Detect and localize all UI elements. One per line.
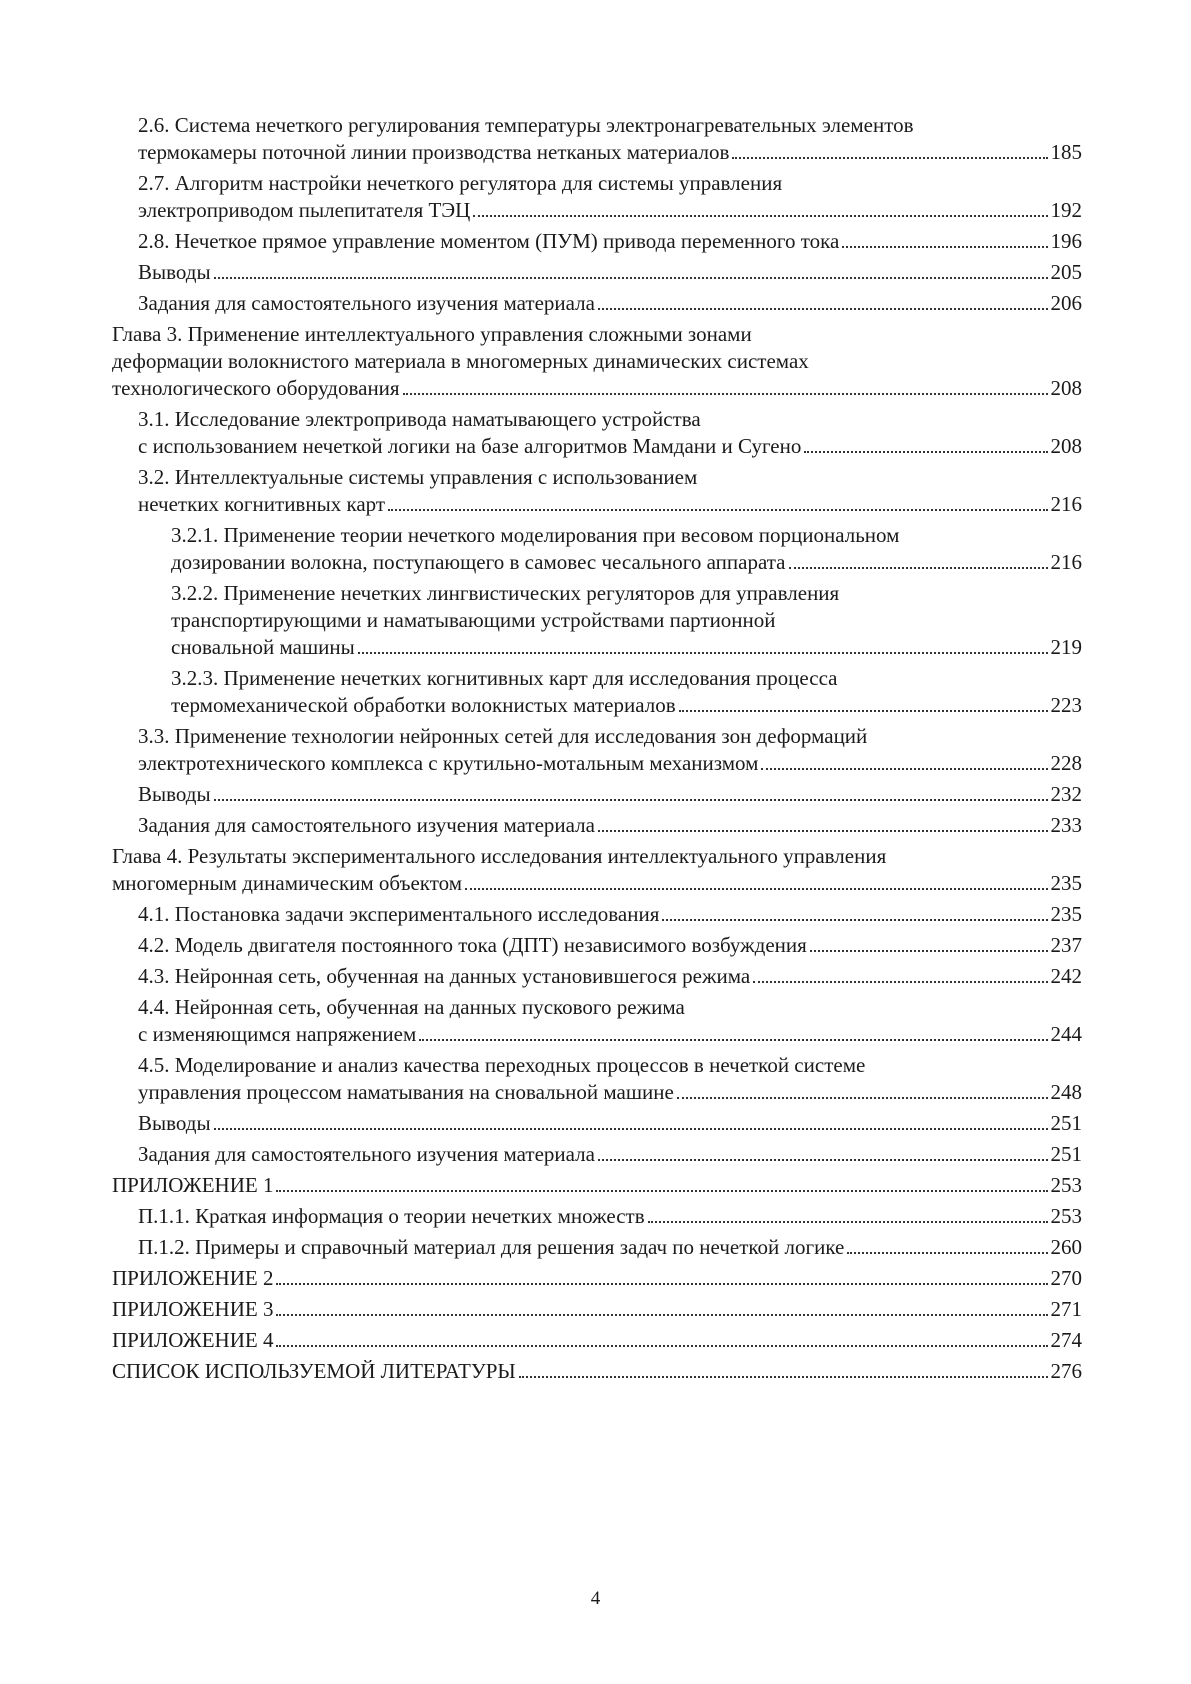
toc-entry-text: Задания для самостоятельного изучения материала [138, 813, 595, 837]
toc-entry[interactable] [112, 1110, 1082, 1137]
toc-entry-line [138, 1203, 1082, 1230]
dot-leader [732, 141, 1047, 159]
toc-entry[interactable] [112, 963, 1082, 990]
toc-entry-line [171, 522, 1082, 549]
toc-entry-text: 4.5. Моделирование и анализ качества переходных процессов в нечеткой системе [138, 1053, 866, 1077]
toc-entry[interactable] [112, 406, 1082, 460]
toc-page-number: 271 [1050, 1297, 1082, 1321]
toc-entry-text: 3.3. Применение технологии нейронных сетей для исследования зон деформаций [138, 724, 868, 748]
dot-leader [842, 230, 1047, 248]
toc-entry-text: 3.1. Исследование электропривода наматывающего устройства [138, 407, 701, 431]
toc-entry-line [138, 228, 1082, 255]
toc-page-number: 276 [1050, 1359, 1082, 1383]
toc-entry-line [138, 1052, 1082, 1079]
toc-entry[interactable] [112, 290, 1082, 317]
toc-entry-text: с использованием нечеткой логики на базе алгоритмов Мамдани и Сугено [138, 434, 802, 458]
toc-entry-line [112, 870, 1082, 897]
toc-entry-line [112, 1327, 1082, 1354]
toc-entry-text: 3.2.2. Применение нечетких лингвистических регуляторов для управления [171, 581, 840, 605]
toc-entry-text: ПРИЛОЖЕНИЕ 1 [112, 1173, 274, 1197]
toc-entry[interactable] [112, 665, 1082, 719]
toc-entry-text: электроприводом пылепитателя ТЭЦ [138, 198, 471, 222]
toc-entry-text: Выводы [138, 782, 211, 806]
toc-entry[interactable] [112, 259, 1082, 286]
toc-entry-line [138, 750, 1082, 777]
toc-entry-text: 3.2. Интеллектуальные системы управления с использованием [138, 465, 698, 489]
toc-entry-text: ПРИЛОЖЕНИЕ 2 [112, 1266, 274, 1290]
toc-entry[interactable] [112, 1203, 1082, 1230]
dot-leader [519, 1360, 1048, 1378]
toc-page-number: 253 [1050, 1173, 1082, 1197]
toc-entry-text: 2.8. Нечеткое прямое управление моментом (ПУМ) привода переменного тока [138, 229, 840, 253]
toc-page-number: 185 [1050, 140, 1082, 164]
toc-entry-text: деформации волокнистого материала в многомерных динамических системах [112, 349, 809, 373]
toc-entry-text: Задания для самостоятельного изучения материала [138, 291, 595, 315]
dot-leader [276, 1298, 1047, 1316]
toc-entry-line [138, 932, 1082, 959]
toc-entry-text: Глава 3. Применение интеллектуального управления сложными зонами [112, 322, 752, 346]
toc-entry[interactable] [112, 522, 1082, 576]
toc-entry-text: 2.6. Система нечеткого регулирования температуры электронагревательных элементов [138, 113, 914, 137]
dot-leader [598, 292, 1048, 310]
toc-entry-line [112, 843, 1082, 870]
toc-entry-text: 4.2. Модель двигателя постоянного тока (ДПТ) независимого возбуждения [138, 933, 807, 957]
toc-entry-text: 4.1. Постановка задачи экспериментального исследования [138, 902, 660, 926]
toc-entry-text: электротехнического комплекса с крутильно-мотальным механизмом [138, 751, 759, 775]
toc-page-number: 208 [1050, 376, 1082, 400]
toc-entry[interactable] [112, 228, 1082, 255]
toc-entry-text: Выводы [138, 260, 211, 284]
dot-leader [465, 872, 1048, 890]
toc-entry-line [138, 491, 1082, 518]
toc-page-number: 244 [1050, 1022, 1082, 1046]
toc-entry-line [138, 112, 1082, 139]
toc-entry-line [138, 197, 1082, 224]
toc-entry-text: дозировании волокна, поступающего в самовес чесального аппарата [171, 550, 786, 574]
toc-page-number: 206 [1050, 291, 1082, 315]
toc-entry-line [138, 812, 1082, 839]
toc-page-number: 216 [1050, 492, 1082, 516]
toc-page-number: 237 [1050, 933, 1082, 957]
toc-page-number: 233 [1050, 813, 1082, 837]
toc-entry[interactable] [112, 843, 1082, 897]
toc-entry-line [138, 901, 1082, 928]
toc-entry-line [138, 723, 1082, 750]
dot-leader [358, 636, 1048, 654]
dot-leader [473, 199, 1047, 217]
dot-leader [789, 551, 1048, 569]
toc-page-number: 251 [1050, 1142, 1082, 1166]
toc-entry[interactable] [112, 112, 1082, 166]
dot-leader [276, 1267, 1047, 1285]
toc-page-number: 228 [1050, 751, 1082, 775]
dot-leader [214, 261, 1048, 279]
toc-entry-text: Выводы [138, 1111, 211, 1135]
toc-page-number: 242 [1050, 964, 1082, 988]
toc-entry-line [112, 375, 1082, 402]
toc-entry-text: СПИСОК ИСПОЛЬЗУЕМОЙ ЛИТЕРАТУРЫ [112, 1359, 516, 1383]
toc-entry-text: управления процессом наматывания на сновальной машине [138, 1080, 674, 1104]
dot-leader [598, 1143, 1048, 1161]
toc-entry-line [112, 1265, 1082, 1292]
toc-entry[interactable] [112, 170, 1082, 224]
toc-entry-text: термокамеры поточной линии производства нетканых материалов [138, 140, 730, 164]
toc-entry-line [138, 1234, 1082, 1261]
toc-entry[interactable] [112, 901, 1082, 928]
toc-page-number: 219 [1050, 635, 1082, 659]
toc-entry-line [171, 665, 1082, 692]
toc-page-number: 248 [1050, 1080, 1082, 1104]
toc-page-number: 216 [1050, 550, 1082, 574]
dot-leader [804, 435, 1047, 453]
toc-entry-text: многомерным динамическим объектом [112, 871, 462, 895]
dot-leader [761, 752, 1047, 770]
toc-entry[interactable] [112, 580, 1082, 661]
toc-entry-line [112, 321, 1082, 348]
toc-page-number: 223 [1050, 693, 1082, 717]
toc-page-number: 260 [1050, 1235, 1082, 1259]
toc-entry[interactable] [112, 1172, 1082, 1199]
toc-entry-line [171, 580, 1082, 607]
toc-entry-text: нечетких когнитивных карт [138, 492, 386, 516]
toc-entry-line [112, 1172, 1082, 1199]
toc-entry-line [138, 464, 1082, 491]
toc-entry-line [112, 1358, 1082, 1385]
dot-leader [214, 1112, 1048, 1130]
toc-entry[interactable] [112, 1358, 1082, 1385]
toc-entry-text: П.1.2. Примеры и справочный материал для решения задач по нечеткой логике [138, 1235, 845, 1259]
dot-leader [598, 814, 1048, 832]
toc-page-number: 196 [1050, 229, 1082, 253]
page-number: 4 [590, 1588, 601, 1609]
toc-entry-text: Задания для самостоятельного изучения материала [138, 1142, 595, 1166]
toc-page-number: 251 [1050, 1111, 1082, 1135]
toc-entry-line [138, 1079, 1082, 1106]
toc-entry[interactable] [112, 1296, 1082, 1323]
toc-entry-line [171, 607, 1082, 634]
dot-leader [810, 934, 1048, 952]
toc-entry-line [171, 634, 1082, 661]
dot-leader [847, 1236, 1047, 1254]
toc-entry[interactable] [112, 1234, 1082, 1261]
dot-leader [677, 1081, 1048, 1099]
toc-entry-text: с изменяющимся напряжением [138, 1022, 417, 1046]
toc-entry[interactable] [112, 1141, 1082, 1168]
dot-leader [388, 493, 1047, 511]
toc-entry-text: ПРИЛОЖЕНИЕ 3 [112, 1297, 274, 1321]
dot-leader [403, 377, 1048, 395]
dot-leader [679, 694, 1048, 712]
toc-entry-line [138, 433, 1082, 460]
dot-leader [648, 1205, 1048, 1223]
toc-entry-line [138, 781, 1082, 808]
toc-entry-line [171, 549, 1082, 576]
toc-entry-line [138, 963, 1082, 990]
toc-entry[interactable] [112, 464, 1082, 518]
toc-entry-line [112, 1296, 1082, 1323]
toc-entry[interactable] [112, 781, 1082, 808]
dot-leader [276, 1329, 1047, 1347]
toc-entry-text: ПРИЛОЖЕНИЕ 4 [112, 1328, 274, 1352]
dot-leader [419, 1023, 1047, 1041]
toc-page-number: 253 [1050, 1204, 1082, 1228]
toc-entry[interactable] [112, 1052, 1082, 1106]
toc-entry-text: 4.3. Нейронная сеть, обученная на данных установившегося режима [138, 964, 751, 988]
toc-page-number: 235 [1050, 902, 1082, 926]
dot-leader [662, 903, 1047, 921]
toc-entry-text: технологического оборудования [112, 376, 400, 400]
toc-entry-text: термомеханической обработки волокнистых материалов [171, 693, 676, 717]
toc-page-number: 208 [1050, 434, 1082, 458]
toc-entry[interactable] [112, 812, 1082, 839]
toc-entry-text: 3.2.1. Применение теории нечеткого моделирования при весовом порциональном [171, 523, 900, 547]
toc-entry-text: 4.4. Нейронная сеть, обученная на данных пускового режима [138, 995, 685, 1019]
toc-entry[interactable] [112, 1327, 1082, 1354]
toc-entry-line [138, 259, 1082, 286]
toc-entry-line [138, 406, 1082, 433]
toc-entry-line [112, 348, 1082, 375]
dot-leader [276, 1174, 1047, 1192]
toc-page-number: 270 [1050, 1266, 1082, 1290]
toc-entry-line [138, 290, 1082, 317]
toc-entry-text: 3.2.3. Применение нечетких когнитивных карт для исследования процесса [171, 666, 838, 690]
toc-entry-line [138, 994, 1082, 1021]
toc-entry-text: Глава 4. Результаты экспериментального исследования интеллектуального управления [112, 844, 887, 868]
toc-entry-line [171, 692, 1082, 719]
toc-page-number: 235 [1050, 871, 1082, 895]
toc-entry[interactable] [112, 723, 1082, 777]
toc-entry-line [138, 1141, 1082, 1168]
toc-entry[interactable] [112, 1265, 1082, 1292]
dot-leader [214, 783, 1048, 801]
toc-page-number: 205 [1050, 260, 1082, 284]
toc-entry-text: 2.7. Алгоритм настройки нечеткого регулятора для системы управления [138, 171, 783, 195]
toc-entry[interactable] [112, 994, 1082, 1048]
toc-entry[interactable] [112, 932, 1082, 959]
toc-entry[interactable] [112, 321, 1082, 402]
dot-leader [753, 965, 1047, 983]
toc-entry-text: сновальной машины [171, 635, 355, 659]
toc-entry-text: П.1.1. Краткая информация о теории нечетких множеств [138, 1204, 645, 1228]
toc-page-number: 274 [1050, 1328, 1082, 1352]
toc-entry-line [138, 170, 1082, 197]
table-of-contents [112, 112, 1082, 1389]
toc-page-number: 232 [1050, 782, 1082, 806]
toc-entry-text: транспортирующими и наматывающими устройствами партионной [171, 608, 776, 632]
toc-entry-line [138, 139, 1082, 166]
toc-entry-line [138, 1021, 1082, 1048]
toc-page-number: 192 [1050, 198, 1082, 222]
toc-entry-line [138, 1110, 1082, 1137]
